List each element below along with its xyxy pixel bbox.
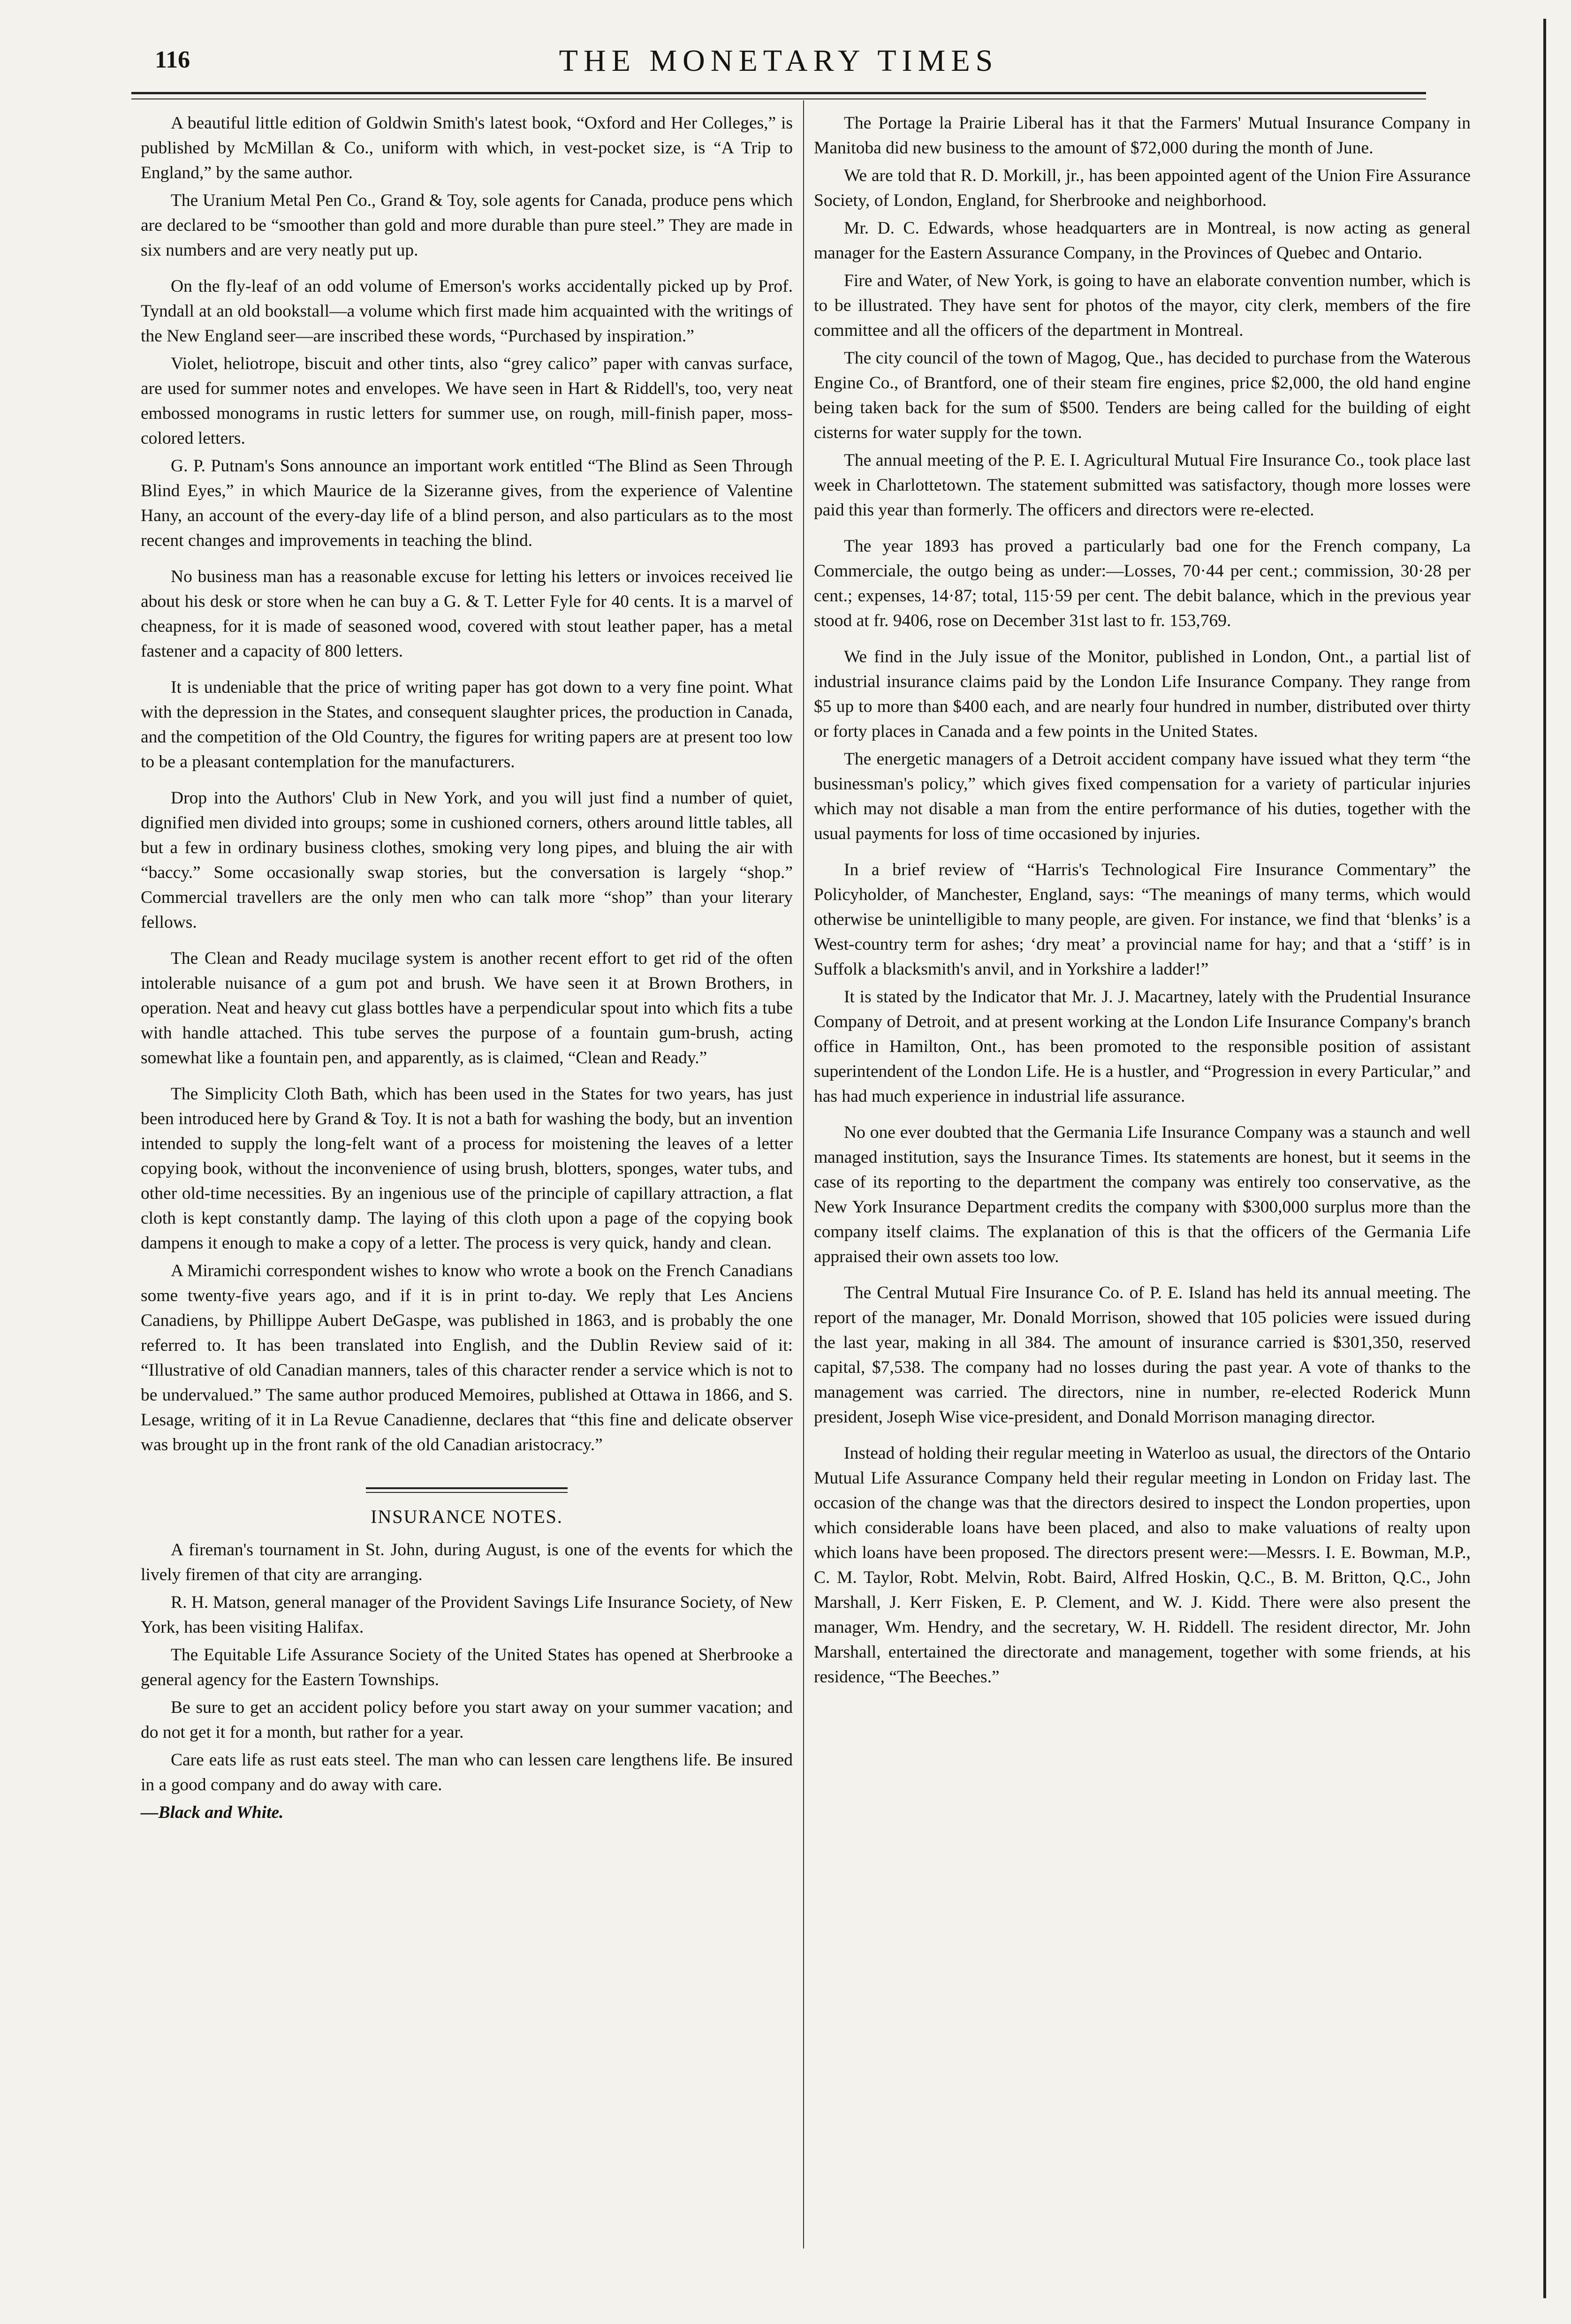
- header-rule-thin: [131, 98, 1426, 99]
- note-fire-and-water: Fire and Water, of New York, is going to have an elaborate convention number, which is to be illustrated. They have sent for photos of the mayor, city clerk, members of the fire committee and all the officers of the department in Montreal.: [814, 271, 1471, 340]
- section-divider: [366, 1487, 568, 1493]
- note-la-commerciale: The year 1893 has proved a particularly bad one for the French company, La Commerciale, the outgo being as under:—Losses, 70·44 per cent.; commission, 30·28 per cent.; expenses, 14·87; total, 115·59 per cent. The debit balance, which in the previous year stood at fr. 9406, rose on December 31st last to fr. 153,769.: [814, 537, 1471, 630]
- note-macartney: It is stated by the Indicator that Mr. J. J. Macartney, lately with the Prudential Insurance Company of Detroit, and at present working at the London Life Insurance Company's branch office in Hamilton, Ont., has been promoted to the responsible position of assistant superintendent of the London Life. He is a hustler, and “Progression in every Particular,” and has had much experience in industrial life assurance.: [814, 987, 1471, 1106]
- article-cloth-bath: The Simplicity Cloth Bath, which has been used in the States for two years, has just been introduced here by Grand & Toy. It is not a bath for washing the body, but an invention intended to supply the long-felt want of a process for moistening the leaves of a letter copying book, without the inconvenience of using brush, blotters, sponges, water tubs, and other old-time necessities. By an ingenious use of the principle of capillary attraction, a flat cloth is kept constantly damp. The laying of this cloth upon a page of the copying book dampens it enough to make a copy of a letter. The process is very quick, handy and clean.: [141, 1084, 793, 1253]
- note-morkill: We are told that R. D. Morkill, jr., has been appointed agent of the Union Fire Assurance Society, of London, England, for Sherbrooke and neighborhood.: [814, 166, 1471, 210]
- page-header: [131, 43, 1426, 81]
- insurance-notes-heading: INSURANCE NOTES.: [371, 1506, 563, 1527]
- note-magog: The city council of the town of Magog, Que., has decided to purchase from the Waterous Engine Co., of Brantford, one of their steam fire engines, price $2,000, the old hand engine being taken back for the sum of $500. Tenders are being called for the building of eight cisterns for water supply for the town.: [814, 348, 1471, 442]
- column-divider: [803, 100, 804, 2248]
- article-authors-club: Drop into the Authors' Club in New York, and you will just find a number of quiet, dignified men divided into groups; some in cushioned corners, others around little tables, all but a few in ordinary business clothes, smoking very long pipes, and bluing the air with “baccy.” Some occasionally swap stories, but the conversation is largely “shop.” Commercial travellers are the only men who can talk more “shop” than your literary fellows.: [141, 788, 793, 932]
- header-rule-thick: [131, 92, 1426, 94]
- article-emerson: On the fly-leaf of an odd volume of Emerson's works accidentally picked up by Prof. Tyndall at an old bookstall—a volume which first made him acquainted with the writings of the New England seer—are inscribed these words, “Purchased by inspiration.”: [141, 277, 793, 346]
- note-ontario-mutual: Instead of holding their regular meeting in Waterloo as usual, the directors of the Ontario Mutual Life Assurance Company held their regular meeting in London on Friday last. The occasion of the change was that the directors desired to inspect the London properties, upon which considerable loans have been placed, and also to make valuations of realty upon which loans have been proposed. The directors present were:—Messrs. I. E. Bowman, M.P., C. M. Taylor, Robt. Melvin, Robt. Baird, Alfred Hoskin, Q.C., B. M. Britton, Q.C., John Marshall, J. Kerr Fisken, E. P. Clement, and W. J. Kidd. There were also present the manager, Wm. Hendry, and the secretary, W. H. Riddell. The resident director, Mr. John Marshall, entertained the directorate and management, together with some friends, at his residence, “The Beeches.”: [814, 1444, 1471, 1687]
- article-goldwin-smith: A beautiful little edition of Goldwin Smith's latest book, “Oxford and Her Colleges,” is published by McMillan & Co., uniform with which, in vest-pocket size, is “A Trip to England,” by the same author.: [141, 114, 793, 182]
- insurance-note-care: Care eats life as rust eats steel. The man who can lessen care lengthens life. Be insured in a good company and do away with care.: [141, 1750, 793, 1794]
- insurance-note-signature: —Black and White.: [141, 1803, 284, 1822]
- article-writing-paper: It is undeniable that the price of writing paper has got down to a very fine point. What with the depression in the States, and consequent slaughter prices, the production in Canada, and the competition of the Old Country, the figures for writing papers are at present too low to be a pleasant contemplation for the manufacturers.: [141, 678, 793, 772]
- right-column: [814, 111, 1471, 1692]
- note-pei-agricultural: The annual meeting of the P. E. I. Agricultural Mutual Fire Insurance Co., took place last week in Charlottetown. The statement submitted was satisfactory, though more losses were paid this year than formerly. The officers and directors were re-elected.: [814, 451, 1471, 520]
- insurance-note-accident-policy: Be sure to get an accident policy before you start away on your summer vacation; and do not get it for a month, but rather for a year.: [141, 1698, 793, 1742]
- article-putnam: G. P. Putnam's Sons announce an important work entitled “The Blind as Seen Through Blind Eyes,” in which Maurice de la Sizeranne gives, from the experience of Valentine Hany, an account of the every-day life of a blind person, and also particulars as to the most recent changes and improvements in teaching the blind.: [141, 456, 793, 550]
- article-miramichi: A Miramichi correspondent wishes to know who wrote a book on the French Canadians some twenty-five years ago, and if it is in print to-day. We reply that Les Anciens Canadiens, by Phillippe Aubert DeGaspe, was published in 1863, and is probably the one referred to. It has been translated into English, and the Dublin Review said of it: “Illustrative of old Canadian manners, tales of this character render a service which is not to be undervalued.” The same author produced Memoires, published at Ottawa in 1866, and S. Lesage, writing of it in La Revue Canadienne, declares that “this fine and delicate observer was brought up in the front rank of the old Canadian aristocracy.”: [141, 1261, 793, 1454]
- note-monitor: We find in the July issue of the Monitor, published in London, Ont., a partial list of industrial insurance claims paid by the London Life Insurance Company. They range from $5 up to more than $400 each, and are nearly four hundred in number, distributed over thirty or forty places in Canada and a few points in the United States.: [814, 647, 1471, 741]
- article-summer-paper: Violet, heliotrope, biscuit and other tints, also “grey calico” paper with canvas surface, are used for summer notes and envelopes. We have seen in Hart & Riddell's, too, very neat embossed monograms in rustic letters for summer use, on rough, mill-finish paper, moss-colored letters.: [141, 354, 793, 448]
- article-uranium-pen: The Uranium Metal Pen Co., Grand & Toy, sole agents for Canada, produce pens which are declared to be “smoother than gold and more durable than pure steel.” They are made in six numbers and are very neatly put up.: [141, 191, 793, 260]
- article-mucilage: The Clean and Ready mucilage system is another recent effort to get rid of the often intolerable nuisance of a gum pot and brush. We have seen it at Brown Brothers, in operation. Neat and heavy cut glass bottles have a perpendicular spout into which fits a tube with handle attached. This tube serves the purpose of a fountain gum-brush, acting somewhat like a fountain pen, and apparently, as is claimed, “Clean and Ready.”: [141, 949, 793, 1067]
- insurance-note-equitable: The Equitable Life Assurance Society of the United States has opened at Sherbrooke a general agency for the Eastern Townships.: [141, 1645, 793, 1689]
- note-central-mutual: The Central Mutual Fire Insurance Co. of P. E. Island has held its annual meeting. The report of the manager, Mr. Donald Morrison, showed that 105 policies were issued during the last year, making in all 384. The amount of insurance carried is $301,350, reserved capital, $7,538. The company had no losses during the past year. A vote of thanks to the management was carried. The directors, nine in number, re-elected Roderick Munn president, Joseph Wise vice-president, and Donald Morrison managing director.: [814, 1283, 1471, 1427]
- left-column: [141, 111, 793, 1828]
- note-harris-commentary: In a brief review of “Harris's Technological Fire Insurance Commentary” the Policyholder, of Manchester, England, says: “The meanings of many terms, which would otherwise be unintelligible to many people, are given. For instance, we find that ‘blenks’ is a West-country term for ashes; ‘dry meat’ a provincial name for hay; and that a ‘stiff’ is in Suffolk a blacksmith's anvil, and in Yorkshire a ladder!”: [814, 860, 1471, 979]
- note-edwards: Mr. D. C. Edwards, whose headquarters are in Montreal, is now acting as general manager for the Eastern Assurance Company, in the Provinces of Quebec and Ontario.: [814, 219, 1471, 263]
- article-letter-fyle: No business man has a reasonable excuse for letting his letters or invoices received lie about his desk or store when he can buy a G. & T. Letter Fyle for 40 cents. It is a marvel of cheapness, for it is made of seasoned wood, covered with stout leather paper, has a metal fastener and a capacity of 800 letters.: [141, 567, 793, 661]
- note-germania-life: No one ever doubted that the Germania Life Insurance Company was a staunch and well managed institution, says the Insurance Times. Its statements are honest, but it seems in the case of its reporting to the department the company was entirely too conservative, as the New York Insurance Department credits the company with $300,000 surplus more than the company itself claims. The explanation of this is that the officers of the Germania Life appraised their own assets too low.: [814, 1123, 1471, 1266]
- insurance-note-matson: R. H. Matson, general manager of the Provident Savings Life Insurance Society, of New York, has been visiting Halifax.: [141, 1593, 793, 1637]
- page-number: 116: [155, 46, 190, 73]
- insurance-note-fireman: A fireman's tournament in St. John, during August, is one of the events for which the lively firemen of that city are arranging.: [141, 1540, 793, 1584]
- masthead-title: THE MONETARY TIMES: [559, 44, 999, 78]
- note-portage-liberal: The Portage la Prairie Liberal has it that the Farmers' Mutual Insurance Company in Manitoba did new business to the amount of $72,000 during the month of June.: [814, 114, 1471, 158]
- page-edge: [1543, 19, 1546, 2298]
- note-detroit-policy: The energetic managers of a Detroit accident company have issued what they term “the businessman's policy,” which gives fixed compensation for a variety of particular injuries which may not disable a man from the entire performance of his duties, together with the usual payments for loss of time occasioned by injuries.: [814, 749, 1471, 843]
